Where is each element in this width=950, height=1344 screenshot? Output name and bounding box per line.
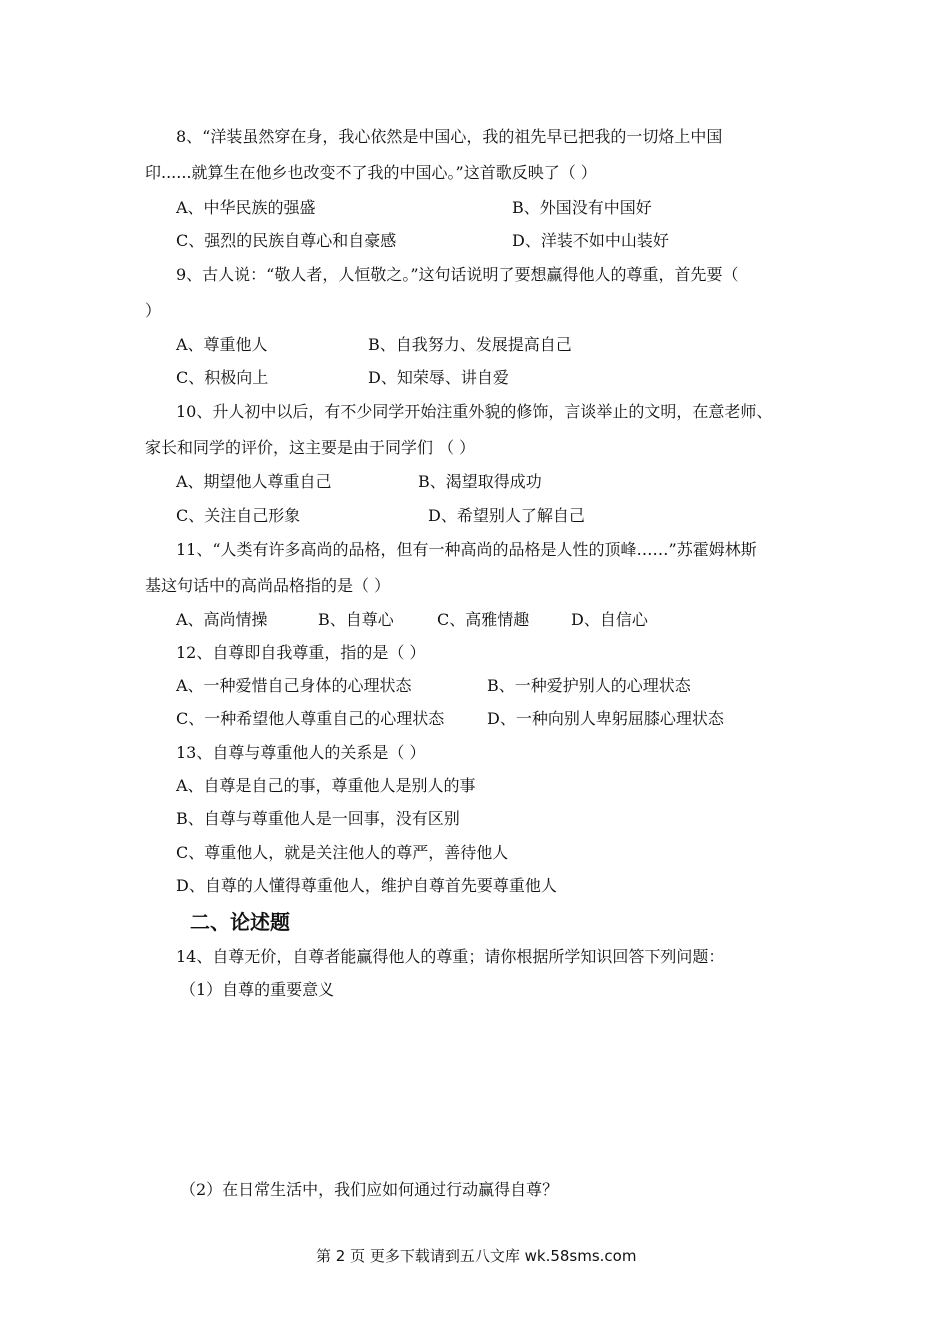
q12-option-a: A、一种爱惜自己身体的心理状态 (176, 676, 412, 695)
q9-option-c: C、积极向上 (176, 368, 269, 387)
q11-option-b: B、自尊心 (318, 610, 394, 629)
q11-option-c: C、高雅情趣 (437, 610, 530, 629)
q11-text-line1: 11、“人类有许多高尚的品格，但有一种高尚的品格是人性的顶峰……”苏霍姆林斯 (176, 540, 757, 559)
q9-option-d: D、知荣辱、讲自爱 (368, 368, 509, 387)
q10-option-a: A、期望他人尊重自己 (176, 472, 332, 491)
q12-option-c: C、一种希望他人尊重自己的心理状态 (176, 709, 445, 728)
q12-option-d: D、一种向别人卑躬屈膝心理状态 (487, 709, 724, 728)
q9-text-line2: ） (145, 301, 162, 320)
section-heading: 二、论述题 (190, 910, 290, 934)
q10-text-line2: 家长和同学的评价，这主要是由于同学们 （ ） (145, 438, 476, 457)
q8-option-b: B、外国没有中国好 (512, 198, 652, 217)
q14-part2: （2）在日常生活中，我们应如何通过行动赢得自尊？ (180, 1180, 559, 1199)
q10-option-c: C、关注自己形象 (176, 506, 301, 525)
q13-option-d: D、自尊的人懂得尊重他人，维护自尊首先要尊重他人 (176, 876, 557, 895)
q10-option-d: D、希望别人了解自己 (428, 506, 585, 525)
q13-option-c: C、尊重他人，就是关注他人的尊严，善待他人 (176, 843, 509, 862)
q13-option-a: A、自尊是自己的事，尊重他人是别人的事 (176, 776, 476, 795)
q13-option-b: B、自尊与尊重他人是一回事，没有区别 (176, 809, 460, 828)
q12-text: 12、自尊即自我尊重，指的是（ ） (176, 643, 426, 662)
q8-option-d: D、洋装不如中山装好 (512, 231, 669, 250)
q14-text: 14、自尊无价，自尊者能赢得他人的尊重；请你根据所学知识回答下列问题： (176, 947, 725, 966)
q11-option-d: D、自信心 (571, 610, 648, 629)
q11-option-a: A、高尚情操 (176, 610, 268, 629)
page-footer: 第 2 页 更多下载请到五八文库 wk.58sms.com (316, 1247, 637, 1265)
q8-text-line2: 印......就算生在他乡也改变不了我的中国心。”这首歌反映了（ ） (145, 163, 597, 182)
q8-text-line1: 8、“洋装虽然穿在身，我心依然是中国心，我的祖先早已把我的一切烙上中国 (176, 127, 723, 146)
q13-text: 13、自尊与尊重他人的关系是（ ） (176, 743, 426, 762)
q8-option-a: A、中华民族的强盛 (176, 198, 316, 217)
q8-option-c: C、强烈的民族自尊心和自豪感 (176, 231, 397, 250)
q9-text-line1: 9、古人说：“敬人者，人恒敬之。”这句话说明了要想赢得他人的尊重，首先要（ (176, 265, 739, 284)
q12-option-b: B、一种爱护别人的心理状态 (487, 676, 691, 695)
q14-part1: （1）自尊的重要意义 (180, 980, 335, 999)
q11-text-line2: 基这句话中的高尚品格指的是（ ） (145, 576, 391, 595)
q10-text-line1: 10、升人初中以后，有不少同学开始注重外貌的修饰，言谈举止的文明，在意老师、 (176, 402, 773, 421)
q9-option-a: A、尊重他人 (176, 335, 268, 354)
q9-option-b: B、自我努力、发展提高自己 (368, 335, 572, 354)
q10-option-b: B、渴望取得成功 (418, 472, 542, 491)
